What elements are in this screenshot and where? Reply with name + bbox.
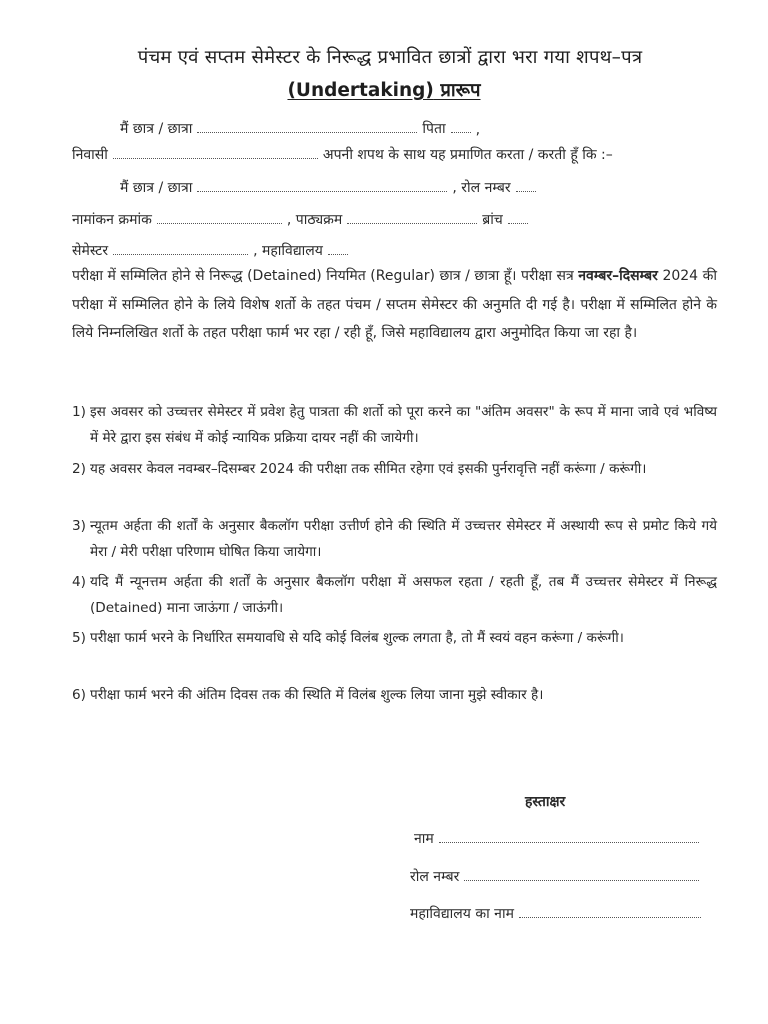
resident-label: निवासी <box>72 147 108 163</box>
condition-text: इस अवसर को उच्चत्तर सेमेस्टर में प्रवेश हेतु पात्रता की शर्तो को पूरा करने का "अंतिम अवसर" के रूप में माना जावे एवं भविष्य में मेरे द्वारा इस संबंध में कोई न्यायिक प्रक्रिया दायर नहीं की जायेगी। <box>90 404 717 446</box>
enrollment-label: नामांकन क्रमांक <box>72 212 152 228</box>
paragraph-part1: परीक्षा में सम्मिलित होने से निरूद्ध (Detained) नियमित (Regular) छात्र / छात्रा हूँ। परीक्षा सत्र <box>72 268 579 284</box>
college-label: , महाविद्यालय <box>253 243 323 259</box>
branch-label: ब्रांच <box>482 212 503 228</box>
college-field[interactable] <box>328 254 348 255</box>
resident-row <box>72 140 716 164</box>
course-field[interactable] <box>347 223 477 224</box>
declaration-paragraph <box>72 262 717 348</box>
semester-row <box>72 236 716 260</box>
student-label-2: मैं छात्र / छात्रा <box>120 180 193 196</box>
condition-number: 3) <box>72 518 86 534</box>
row-end-comma: , <box>475 122 481 138</box>
enrollment-field[interactable] <box>157 223 282 224</box>
signature-roll-field[interactable] <box>464 880 699 881</box>
signature-name-field[interactable] <box>439 842 699 843</box>
condition-number: 6) <box>72 687 86 703</box>
condition-text: न्यूतम अर्हता की शर्तों के अनुसार बैकलॉग परीक्षा उत्तीर्ण होने की स्थिति में उच्चत्तर सेमेस्टर में अस्थायी रूप से प्रमोट किये गये मेरा / मेरी परीक्षा परिणाम घोषित किया जायेगा। <box>90 518 717 560</box>
signature-name-label: नाम <box>414 831 434 847</box>
condition-item <box>72 683 717 709</box>
form-subtitle <box>0 77 768 102</box>
roll-label: , रोल नम्बर <box>452 180 511 196</box>
form-title: पंचम एवं सप्तम सेमेस्टर के निरूद्ध प्रभावित छात्रों द्वारा भरा गया शपथ–पत्र <box>137 47 643 68</box>
paragraph-session: नवम्बर–दिसम्बर <box>578 268 658 284</box>
signature-roll-row <box>410 864 704 886</box>
signature-college-label: महाविद्यालय का नाम <box>410 906 514 922</box>
condition-number: 5) <box>72 630 86 646</box>
condition-item <box>72 457 717 483</box>
condition-item <box>72 400 717 451</box>
signature-college-row <box>410 901 706 923</box>
condition-item <box>72 570 717 621</box>
condition-item <box>72 514 717 565</box>
student-father-row <box>72 114 716 138</box>
condition-text: परीक्षा फार्म भरने के निर्धारित समयावधि से यदि कोई विलंब शुल्क लगता है, तो मैं स्वयं वहन करूंगा / करूंगी। <box>90 630 624 646</box>
branch-field[interactable] <box>508 223 528 224</box>
subtitle-hindi: प्रारूप <box>433 80 481 101</box>
paragraph-part2: 2024 की परीक्षा में सम्मिलित होने के लिये विशेष शर्तो के तहत पंचम / सप्तम सेमेस्टर की अनुमति दी गई है। परीक्षा में सम्मिलित होने के लिये निम्नलिखित शर्तो के तहत परीक्षा फार्म भर रहा / रही हूँ, जिसे महाविद्यालय द्वारा अनुमोदित किया जा रहा है। <box>72 268 717 341</box>
signature-college-field[interactable] <box>519 917 701 918</box>
condition-item <box>72 626 717 652</box>
semester-label: सेमेस्टर <box>72 243 109 259</box>
enrollment-row <box>72 205 716 229</box>
course-label: , पाठ्यक्रम <box>286 212 343 228</box>
student-label: मैं छात्र / छात्रा <box>120 121 193 137</box>
condition-number: 1) <box>72 404 86 420</box>
student-name-field-2[interactable] <box>197 191 447 192</box>
signature-heading: हस्ताक्षर <box>525 794 566 810</box>
condition-text: यह अवसर केवल नवम्बर–दिसम्बर 2024 की परीक्षा तक सीमित रहेगा एवं इसकी पुर्नरावृत्ति नहीं करूंगा / करूंगी। <box>90 461 647 477</box>
condition-number: 4) <box>72 574 86 590</box>
signature-name-row <box>414 826 704 848</box>
subtitle-english: (Undertaking) <box>287 80 434 101</box>
father-label: पिता <box>422 121 446 137</box>
student-name-field[interactable] <box>197 132 417 133</box>
condition-text: परीक्षा फार्म भरने की अंतिम दिवस तक की स्थिति में विलंब शुल्क लिया जाना मुझे स्वीकार है। <box>90 687 544 703</box>
semester-field[interactable] <box>113 254 248 255</box>
roll-number-field[interactable] <box>516 191 536 192</box>
resident-field[interactable] <box>113 158 318 159</box>
condition-text: यदि मैं न्यूनत्तम अर्हता की शर्तों के अनुसार बैकलॉग परीक्षा में असफल रहता / रहती हूँ, तब मैं उच्चत्तर सेमेस्टर में निरूद्ध (Detained) माना जाऊंगा / जाऊंगी। <box>90 574 717 616</box>
father-name-field[interactable] <box>451 132 471 133</box>
signature-roll-label: रोल नम्बर <box>410 869 460 885</box>
student-roll-row <box>72 173 716 197</box>
oath-text: अपनी शपथ के साथ यह प्रमाणित करता / करती हूँ कि :– <box>322 147 613 163</box>
condition-number: 2) <box>72 461 86 477</box>
